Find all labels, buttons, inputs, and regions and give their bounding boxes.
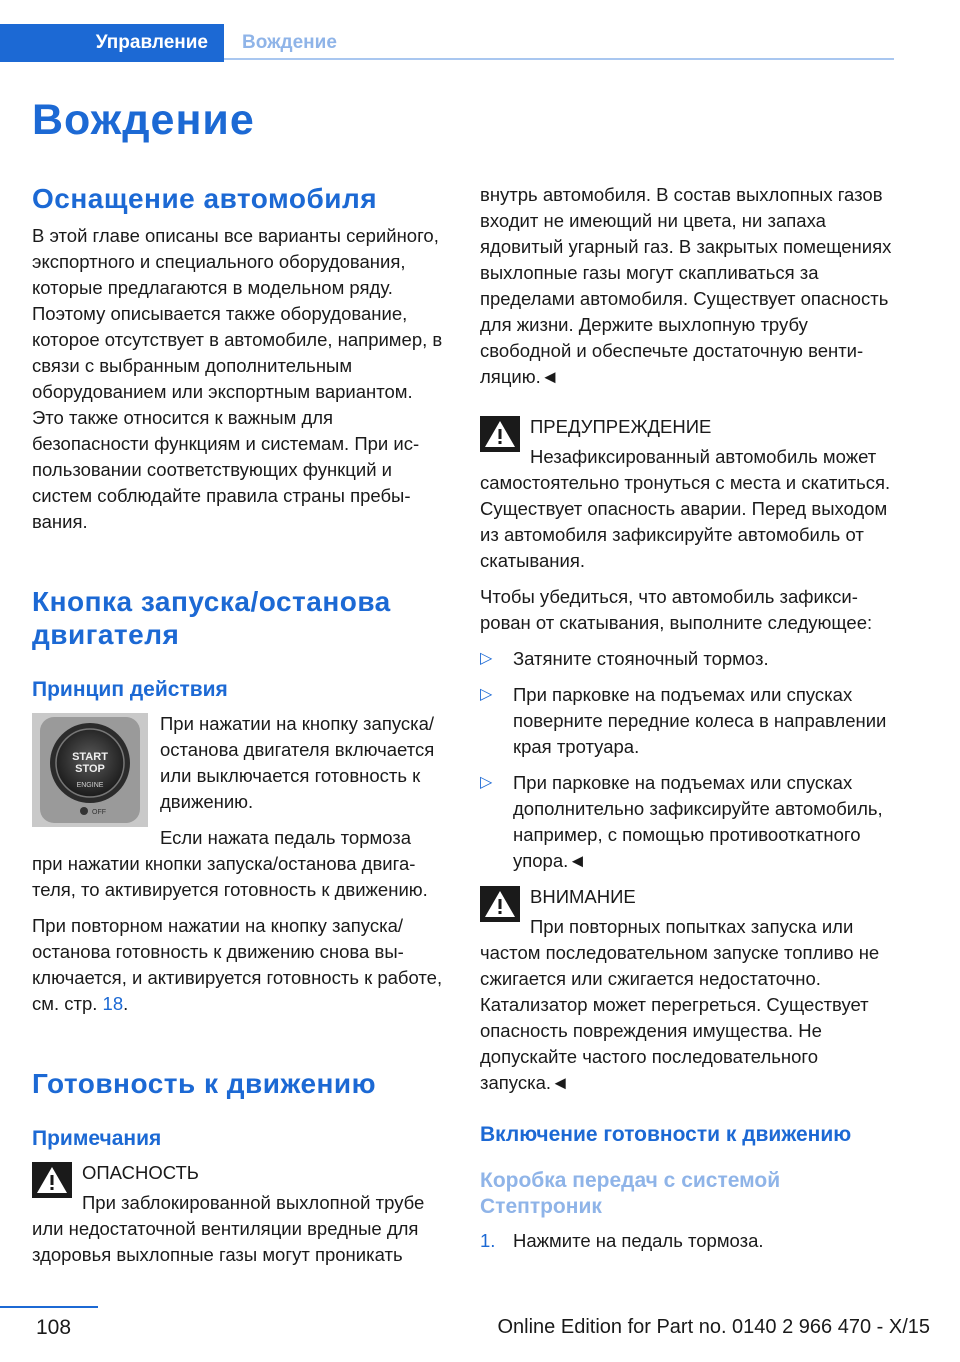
footer-divider (0, 1306, 98, 1308)
rollaway-list (480, 646, 898, 874)
danger-text-continued: внутрь автомобиля. В состав выхлопных газов входит не имеющий ни цвета, ни запаха ядовитый угарный газ. В закрытых помещениях выхлопные газы могут скапливаться за пределами автомобиля. Существует опасность для жизни. Держите выхлопную трубу свободной и обеспечьте достаточную вентиляцию.◄ (480, 184, 892, 387)
bullet-arrow-icon: ▷ (480, 686, 493, 703)
principle-paragraph-1: При нажатии на кнопку запуска/останова двигателя включается или выключается готовность к движению. (160, 713, 435, 812)
subtitle-steptronic: Коробка передач с системой Стептроник (480, 1169, 781, 1218)
subtitle-principle: Принцип действия (32, 678, 228, 701)
svg-text:OFF: OFF (92, 809, 106, 816)
caution-text: При повторных попытках запуска или частом последовательном запуске топливо не сжигается или сжигается недостаточно. Катализатор может перегреться. Существует опасность повреждения имущества. Не допускайте частого последовательного запуска.◄ (480, 916, 880, 1093)
page-title: Вождение (32, 96, 255, 144)
svg-text:START: START (72, 751, 108, 763)
rollaway-intro: Чтобы убедиться, что автомобиль зафиксирован от скатывания, выполните следующее: (480, 586, 873, 633)
page-link-18[interactable]: 18 (102, 993, 124, 1014)
warning-label: ПРЕДУПРЕЖДЕНИЕ (530, 416, 712, 437)
list-item: ▷ Затяните стояночный тормоз. (480, 646, 898, 672)
steps-list (480, 1228, 898, 1254)
danger-notice (32, 1160, 446, 1268)
equipment-paragraph: В этой главе описаны все варианты серийного, экспортного и специального оборудования, которые предлагаются в модельном ряду. Поэтому описывается также оборудование, которое отсутствует в автомобиле, например, в связи с выбранным дополнительным оборудованием или экспортным вариантом. Это также относится к важным для безопасности функциям и системам. При использовании соответствующих функций и систем соблюдайте правила страны пребывания. (32, 225, 443, 532)
section-title-readiness: Готовность к движению (32, 1068, 377, 1099)
danger-label: ОПАСНОСТЬ (82, 1162, 199, 1183)
start-stop-button-image (32, 713, 148, 827)
danger-text: При заблокированной выхлопной трубе или недостаточной вентиляции вредные для здоровья выхлопные газы могут проникать (32, 1192, 425, 1265)
subtitle-notes: Примечания (32, 1127, 162, 1150)
warning-triangle-icon (480, 416, 520, 452)
warning-notice (480, 414, 898, 574)
principle-paragraph-2: Если нажата педаль тормоза при нажатии кнопки запуска/останова двигателя, то активируется готовность к движению. (32, 827, 428, 900)
edition-footer: Online Edition for Part no. 0140 2 966 470 - X/15 (497, 1316, 930, 1338)
section-title-equipment: Оснащение автомобиля (32, 183, 378, 214)
bullet-arrow-icon: ▷ (480, 774, 493, 791)
right-column (480, 182, 898, 1254)
page-number: 108 (36, 1316, 72, 1339)
left-column (32, 182, 446, 1278)
subtitle-activate-readiness: Включение готовности к движению (480, 1123, 852, 1146)
list-item: ▷ При парковке на подъемах или спусках дополнительно зафиксируйте автомобиль, например, с помощью противооткатного упора.◄ (480, 772, 883, 871)
principle-paragraph-3: При повторном нажатии на кнопку запуска/ останова готовность к движению снова выключается, и активируется готовность к работе, см. стр. 18. (32, 915, 443, 1014)
warning-triangle-icon (32, 1162, 72, 1198)
caution-notice (480, 884, 898, 1096)
tab-controls[interactable]: Управление (0, 24, 224, 62)
section-title-start-stop: Кнопка запуска/останова двигателя (32, 586, 391, 650)
svg-text:STOP: STOP (75, 763, 105, 775)
list-item: ▷ При парковке на подъемах или спусках поверните передние колеса в направлении края тротуара. (480, 684, 887, 757)
tab-driving[interactable]: Вождение (224, 24, 894, 60)
bullet-arrow-icon: ▷ (480, 650, 493, 667)
svg-text:ENGINE: ENGINE (76, 782, 104, 789)
warning-triangle-icon (480, 886, 520, 922)
list-item: 1. Нажмите на педаль тормоза. (480, 1230, 764, 1251)
warning-text: Незафиксированный автомобиль может самостоятельно тронуться с места и скатиться. Существует опасность аварии. Перед выходом из автомобиля зафиксируйте автомобиль от скатывания. (480, 446, 891, 571)
caution-label: ВНИМАНИЕ (530, 886, 636, 907)
